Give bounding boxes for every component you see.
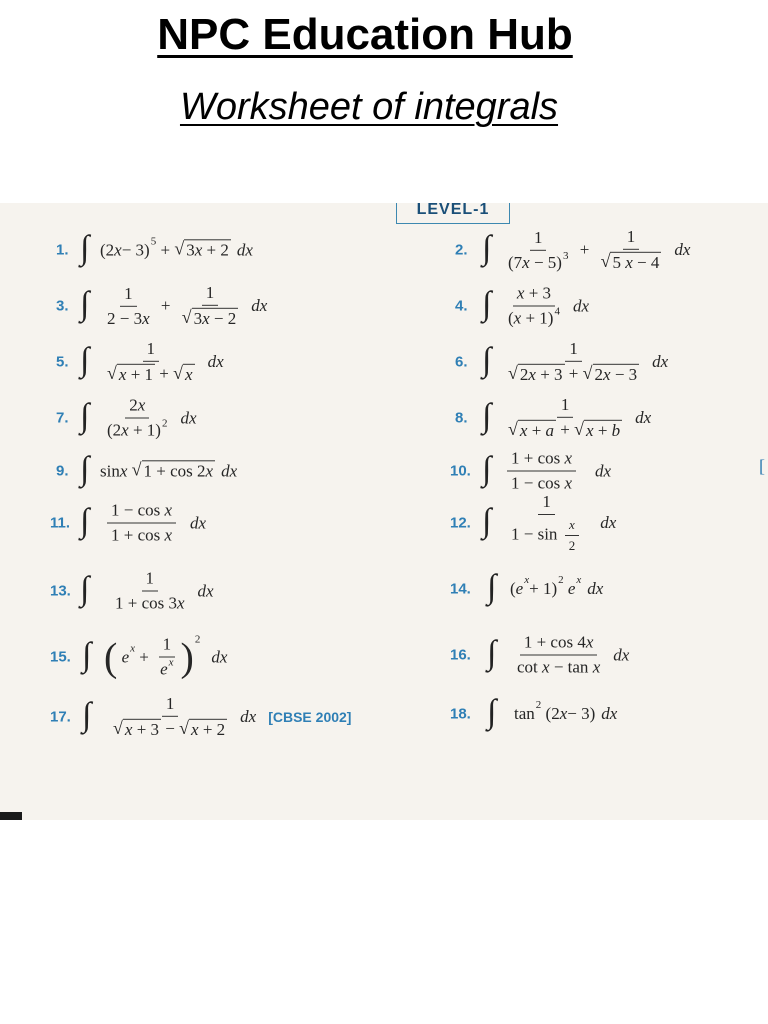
integrand: sin x √ 1 + cos 2x dx	[100, 459, 238, 481]
integral-sign: ∫	[80, 502, 90, 540]
page-subtitle: Worksheet of integrals	[179, 86, 559, 128]
integrand: 1 1 − sin $\frac{x}{2}$ dx	[511, 492, 617, 553]
problem-12	[450, 492, 750, 553]
integrand: $\frac{2x}{(2x + 1)^2}$ dx	[107, 395, 197, 440]
integrand: $\frac{1}{(7x - 5)^3}$ + 1 √ 5 x − 4 dx	[508, 226, 691, 272]
integrand: $\frac{\text{1 + cos x}}{\text{1 − cos x}}$ dx	[504, 449, 611, 494]
edge-bracket-mark: [	[759, 456, 765, 476]
integral-sign: ∫	[80, 397, 90, 435]
integrand: ( e x + $\frac{1}{e^x}$ ) 2 dx	[104, 633, 228, 680]
integrand: tan 2 (2 x − 3) dx	[514, 699, 618, 723]
problem-2	[455, 226, 755, 272]
scanned-worksheet	[0, 203, 768, 820]
problem-1	[56, 230, 386, 270]
integrand: $\frac{1}{2 - 3x}$ + 1 √ 3x − 2 dx	[107, 282, 268, 328]
problem-15	[50, 633, 380, 680]
problem-7	[56, 395, 386, 440]
integrand: ( e x + 1) 2 e x dx	[510, 574, 604, 598]
integrand: $\frac{x + 3}{(x + 1)^4}$ dx	[508, 283, 590, 328]
integral-sign: ∫	[82, 696, 92, 734]
problem-18	[450, 694, 750, 734]
source-tag: [CBSE 2002]	[268, 708, 352, 725]
integral-sign: ∫	[82, 636, 92, 674]
scan-edge-shadow	[0, 812, 22, 820]
problem-number: 14.	[450, 580, 471, 598]
integral-sign: ∫	[80, 570, 90, 608]
problem-number: 16.	[450, 646, 471, 664]
level-badge: LEVEL-1	[396, 203, 510, 224]
problem-number: 3.	[56, 297, 69, 315]
problem-10	[450, 448, 750, 493]
problem-number: 11.	[50, 514, 71, 532]
problem-6	[455, 338, 755, 384]
problem-5	[56, 338, 386, 384]
problem-16	[450, 632, 750, 677]
problem-number: 12.	[450, 514, 471, 532]
integral-sign: ∫	[482, 229, 492, 267]
integrand: (2 x − 3) 5 + √ 3x + 2 dx	[100, 234, 253, 260]
integrand: 1 √ x + 1 + √ x dx	[107, 338, 224, 384]
integral-sign: ∫	[482, 397, 492, 435]
problem-number: 1.	[56, 241, 69, 259]
integral-sign: ∫	[487, 634, 497, 672]
problem-number: 18.	[450, 705, 471, 723]
problem-number: 10.	[450, 462, 471, 480]
problem-number: 15.	[50, 648, 71, 666]
integral-sign: ∫	[482, 450, 492, 488]
problem-9	[56, 451, 386, 491]
integrand: $\frac{1}{1 + \cos 3x}$ dx	[115, 568, 214, 613]
integral-sign: ∫	[482, 502, 492, 540]
integral-sign: ∫	[80, 341, 90, 379]
integral-sign: ∫	[482, 341, 492, 379]
problem-8	[455, 394, 755, 440]
problem-14	[450, 569, 750, 609]
problem-number: 7.	[56, 409, 69, 427]
integrand: 1 √ x + a + √ x + b dx	[508, 394, 652, 440]
problem-number: 2.	[455, 241, 468, 259]
integral-sign: ∫	[482, 285, 492, 323]
integral-sign: ∫	[487, 693, 497, 731]
page-title: NPC Education Hub	[157, 10, 573, 59]
integrand: $\frac{\text{1 − cos x}}{\text{1 + cos x}}$ dx	[104, 501, 206, 546]
problem-number: 6.	[455, 353, 468, 371]
problem-number: 4.	[455, 297, 468, 315]
integrand: 1 √ x + 3 − √ x + 2 dx [CBSE 2002]	[113, 693, 352, 739]
problem-number: 9.	[56, 462, 69, 480]
problem-4	[455, 283, 755, 328]
problem-11	[50, 500, 380, 545]
problem-3	[56, 282, 386, 328]
integrand: 1 √ 2x + 3 + √ 2x − 3 dx	[508, 338, 669, 384]
problem-17	[50, 693, 430, 739]
problem-number: 13.	[50, 582, 71, 600]
integral-sign: ∫	[80, 229, 90, 267]
problem-number: 5.	[56, 353, 69, 371]
problem-13	[50, 568, 380, 613]
problem-number: 17.	[50, 708, 71, 726]
integral-sign: ∫	[80, 450, 90, 488]
problem-number: 8.	[455, 409, 468, 427]
integral-sign: ∫	[487, 568, 497, 606]
integral-sign: ∫	[80, 285, 90, 323]
integrand: $\frac{1 + \cos 4x}{\text{cot x − tan x}}$ dx	[517, 632, 630, 677]
